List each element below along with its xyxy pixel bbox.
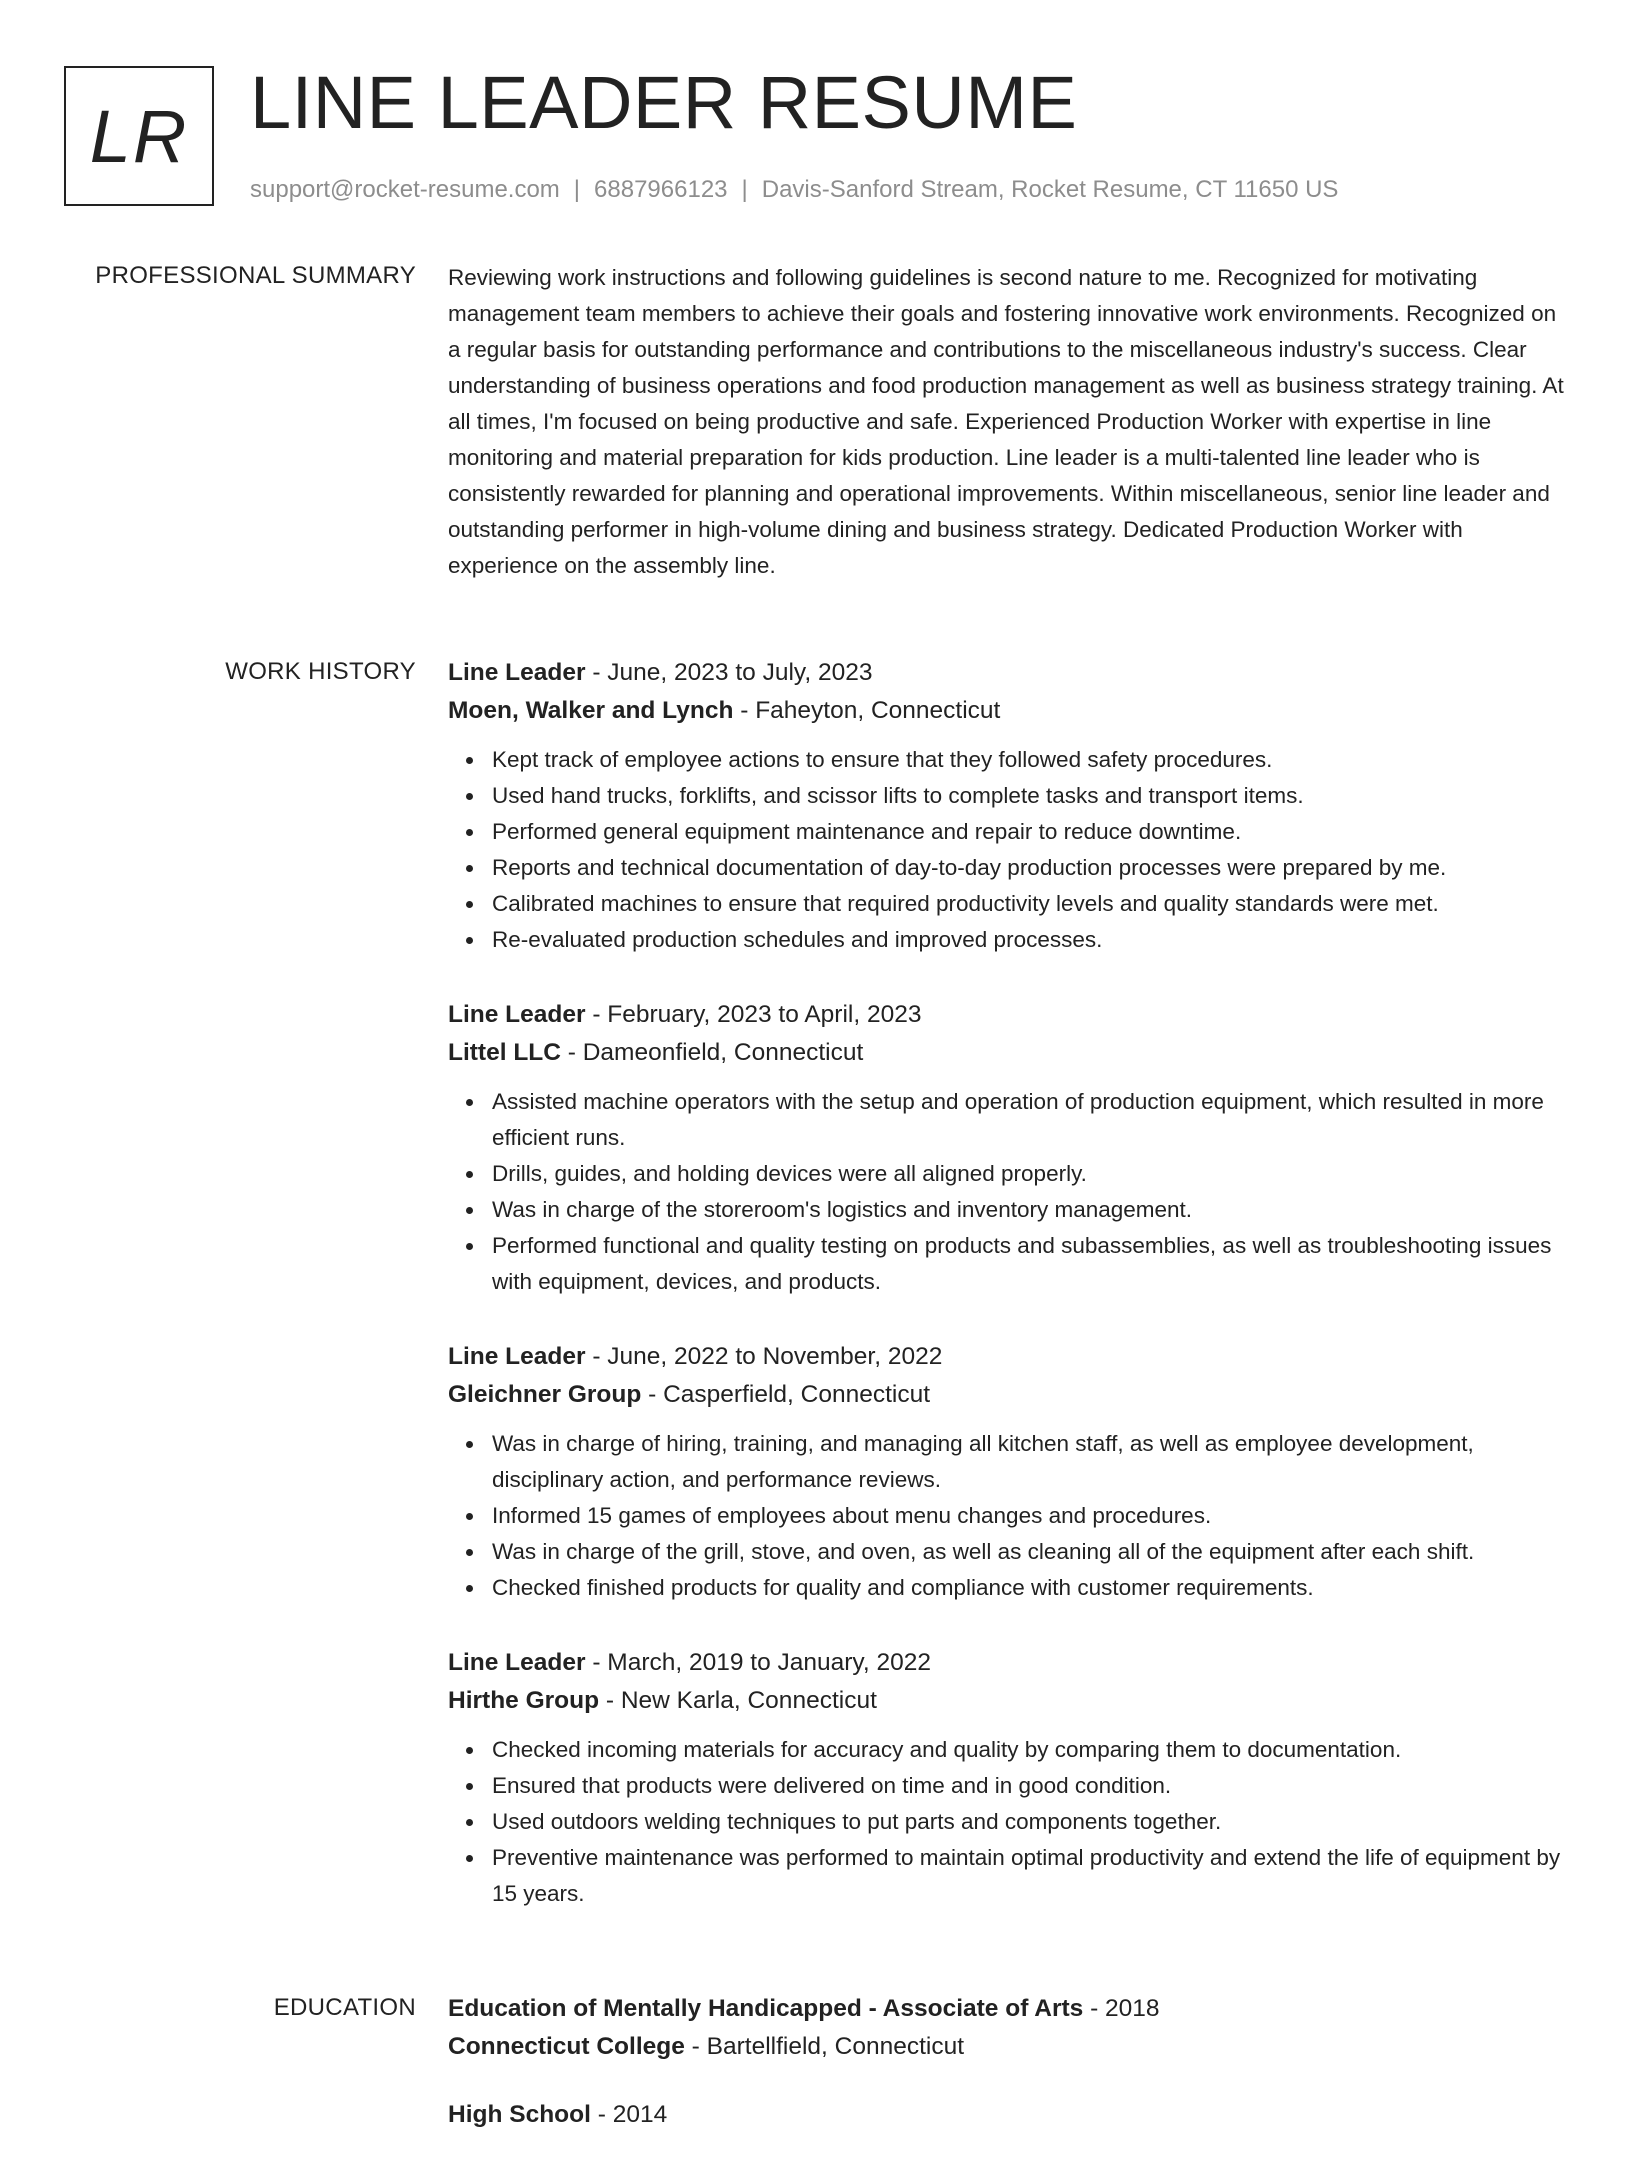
job-location: - Dameonfield, Connecticut <box>560 1039 864 1066</box>
job-company-line <box>448 1034 1564 1072</box>
list-item: Reports and technical documentation of day-to-day production processes were prepared by me. <box>492 850 1564 886</box>
job-entry <box>448 996 1564 1300</box>
job-title-line <box>448 1338 1564 1376</box>
contact-line <box>250 174 1338 206</box>
list-item: Ensured that products were delivered on time and in good condition. <box>492 1768 1564 1804</box>
education-entry <box>448 2096 1564 2134</box>
list-item: Used hand trucks, forklifts, and scissor lifts to complete tasks and transport items. <box>492 778 1564 814</box>
contact-phone: 6887966123 <box>594 176 728 203</box>
job-title-line <box>448 1644 1564 1682</box>
education-degree-line <box>448 2096 1564 2134</box>
job-company: Gleichner Group <box>448 1381 642 1408</box>
job-dates: - March, 2019 to January, 2022 <box>585 1649 931 1676</box>
job-title: Line Leader <box>448 659 586 686</box>
job-title: Line Leader <box>448 1343 586 1370</box>
job-location: - Faheyton, Connecticut <box>733 697 1001 724</box>
job-title: Line Leader <box>448 1649 586 1676</box>
education-degree-line <box>448 1990 1564 2028</box>
list-item: Used outdoors welding techniques to put parts and components together. <box>492 1804 1564 1840</box>
list-item: Re-evaluated production schedules and improved processes. <box>492 922 1564 958</box>
job-bullet-list <box>448 1732 1564 1912</box>
education-degree: High School <box>448 2101 591 2128</box>
job-company: Littel LLC <box>448 1039 561 1066</box>
list-item: Preventive maintenance was performed to maintain optimal productivity and extend the life of equipment by 15 years. <box>492 1840 1564 1912</box>
education-degree: Education of Mentally Handicapped - Associate of Arts <box>448 1995 1084 2022</box>
list-item: Checked incoming materials for accuracy and quality by comparing them to documentation. <box>492 1732 1564 1768</box>
contact-separator: | <box>741 176 748 203</box>
education-entry <box>448 1990 1564 2066</box>
job-title: Line Leader <box>448 1001 586 1028</box>
list-item: Was in charge of the grill, stove, and oven, as well as cleaning all of the equipment after each shift. <box>492 1534 1564 1570</box>
work-history-body <box>448 654 1564 1950</box>
list-item: Performed functional and quality testing on products and subassemblies, as well as troubleshooting issues with equipment, devices, and products. <box>492 1228 1564 1300</box>
list-item: Was in charge of the storeroom's logistics and inventory management. <box>492 1192 1564 1228</box>
job-title-line <box>448 996 1564 1034</box>
summary-text: Reviewing work instructions and following guidelines is second nature to me. Recognized for motivating management team members to achieve their goals and fostering innovative work environments. Recognized on a regular basis for outstanding performance and contributions to the miscellaneous industry's success. Clear understanding of business operations and food production management as well as business strategy training. At all times, I'm focused on being productive and safe. Experienced Production Worker with expertise in line monitoring and material preparation for kids production. Line leader is a multi-talented line leader who is consistently rewarded for planning and operational improvements. Within miscellaneous, senior line leader and outstanding performer in high-volume dining and business strategy. Dedicated Production Worker with experience on the assembly line. <box>448 265 1564 578</box>
job-company-line <box>448 692 1564 730</box>
job-company-line <box>448 1376 1564 1414</box>
job-title-line <box>448 654 1564 692</box>
job-location: - Casperfield, Connecticut <box>641 1381 931 1408</box>
list-item: Performed general equipment maintenance and repair to reduce downtime. <box>492 814 1564 850</box>
section-heading-work-history: WORK HISTORY <box>225 658 416 685</box>
contact-email: support@rocket-resume.com <box>250 176 560 203</box>
list-item: Was in charge of hiring, training, and managing all kitchen staff, as well as employee development, disciplinary action, and performance reviews. <box>492 1426 1564 1498</box>
list-item: Informed 15 games of employees about menu changes and procedures. <box>492 1498 1564 1534</box>
education-year: - 2014 <box>590 2101 668 2128</box>
job-bullet-list <box>448 1426 1564 1606</box>
job-bullet-list <box>448 1084 1564 1300</box>
page-title: LINE LEADER RESUME <box>250 61 1078 144</box>
job-company: Moen, Walker and Lynch <box>448 697 734 724</box>
job-company: Hirthe Group <box>448 1687 600 1714</box>
section-heading-summary: PROFESSIONAL SUMMARY <box>95 262 416 289</box>
list-item: Calibrated machines to ensure that required productivity levels and quality standards were met. <box>492 886 1564 922</box>
summary-body <box>448 260 1564 584</box>
education-year: - 2018 <box>1083 1995 1160 2022</box>
job-entry <box>448 654 1564 958</box>
contact-separator: | <box>573 176 581 203</box>
education-school: Connecticut College <box>448 2033 685 2060</box>
job-company-line <box>448 1682 1564 1720</box>
job-dates: - June, 2022 to November, 2022 <box>585 1343 943 1370</box>
list-item: Kept track of employee actions to ensure that they followed safety procedures. <box>492 742 1564 778</box>
list-item: Checked finished products for quality and compliance with customer requirements. <box>492 1570 1564 1606</box>
education-school-line <box>448 2028 1564 2066</box>
job-dates: - February, 2023 to April, 2023 <box>585 1001 922 1028</box>
list-item: Drills, guides, and holding devices were all aligned properly. <box>492 1156 1564 1192</box>
section-heading-education: EDUCATION <box>273 1994 416 2021</box>
monogram-logo <box>64 66 214 206</box>
list-item: Assisted machine operators with the setup and operation of production equipment, which resulted in more efficient runs. <box>492 1084 1564 1156</box>
monogram-initials: LR <box>89 94 189 178</box>
job-bullet-list <box>448 742 1564 958</box>
job-entry <box>448 1644 1564 1912</box>
job-entry <box>448 1338 1564 1606</box>
contact-address: Davis-Sanford Stream, Rocket Resume, CT 11650 US <box>761 176 1339 203</box>
job-dates: - June, 2023 to July, 2023 <box>585 659 873 686</box>
education-body <box>448 1990 1564 2164</box>
education-location: - Bartellfield, Connecticut <box>684 2033 965 2060</box>
job-location: - New Karla, Connecticut <box>599 1687 877 1714</box>
